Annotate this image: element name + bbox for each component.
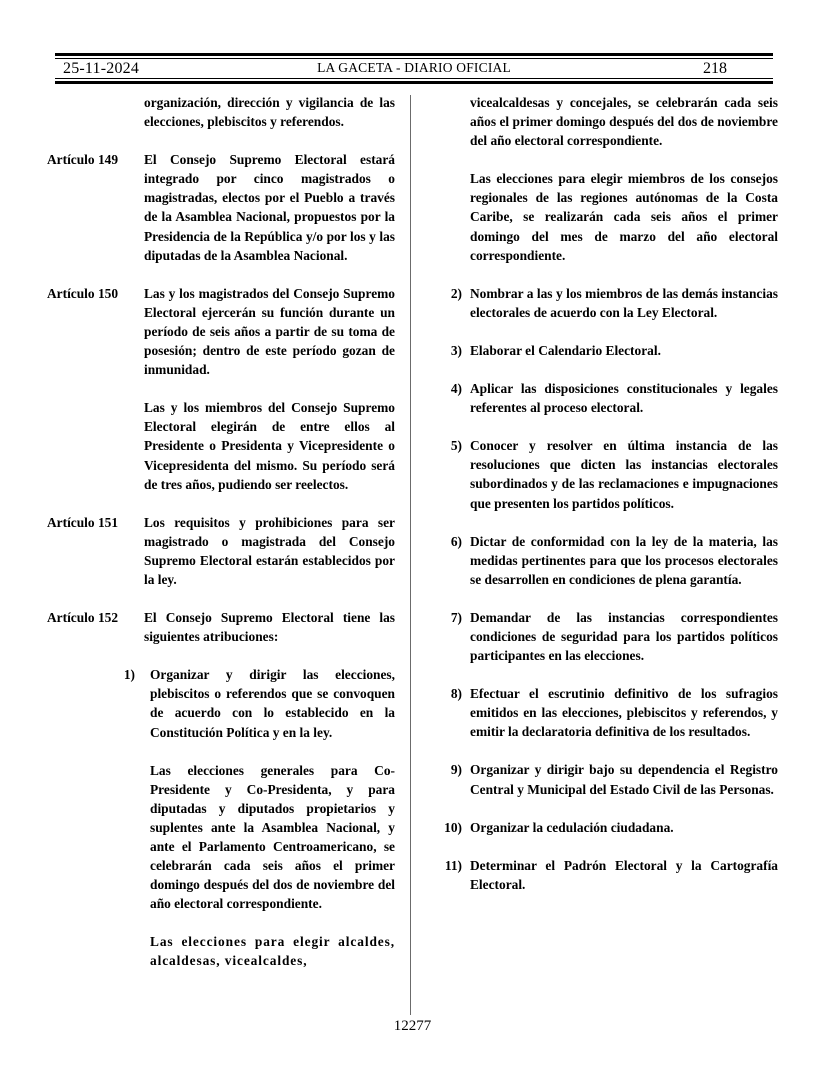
list-item-4-marker: 4) [450, 381, 462, 397]
list-item-4-text: Aplicar las disposiciones constitucionales y legales referentes al proceso electoral. [470, 381, 778, 416]
article-151-text: Los requisitos y prohibiciones para ser magistrado o magistrada del Consejo Supremo Electoral estarán establecidos por la ley. [144, 514, 395, 587]
header-page-number: 218 [703, 60, 727, 77]
right-second-paragraph: Las elecciones para elegir miembros de los consejos regionales de las regiones autónomas de la Costa Caribe, se realizarán cada seis años el primer domingo del mes de marzo del año electoral correspondiente. [470, 171, 778, 263]
list-item-11-marker: 11) [444, 857, 462, 873]
list-item [430, 608, 778, 665]
article-152-text: El Consejo Supremo Electoral tiene las siguientes atribuciones: [144, 610, 395, 645]
list-item [47, 665, 395, 741]
article-149-label: Artículo 149 [47, 152, 119, 168]
left-column [47, 93, 395, 971]
list-item [430, 379, 778, 417]
list-item-7-text: Demandar de las instancias correspondientes condiciones de seguridad para los partidos políticos participantes en las elecciones. [470, 609, 778, 664]
list-item [430, 532, 778, 589]
article-150-label: Artículo 150 [47, 285, 119, 301]
list-item-1-marker: 1) [123, 667, 135, 683]
list-item-8-text: Efectuar el escrutinio definitivo de los sufragios emitidos en las elecciones, plebiscitos y referendos, y emitir la declaratoria definitiva de los resultados. [470, 686, 778, 740]
article-150-text: Las y los magistrados del Consejo Supremo Electoral ejercerán su función durante un período de seis años a partir de su toma de posesión; dentro de este período gozan de inmunidad. [144, 285, 395, 378]
running-header [55, 53, 773, 84]
list-item [430, 284, 778, 322]
list-item [430, 760, 778, 798]
list-item-6-text: Dictar de conformidad con la ley de la materia, las medidas pertinentes para que los procesos electorales se desarrollen en condiciones de plena garantía. [470, 533, 778, 587]
article-151-label: Artículo 151 [47, 514, 119, 530]
body-area [47, 93, 778, 1018]
list-item [430, 341, 778, 360]
list-item [430, 818, 778, 837]
list-item-8-marker: 8) [450, 686, 462, 702]
header-rule-bottom-thick [55, 81, 773, 84]
list-item-9-text: Organizar y dirigir bajo su dependencia el Registro Central y Municipal del Estado Civil de las Personas. [470, 762, 778, 797]
header-date: 25-11-2024 [63, 60, 140, 77]
article-152-label: Artículo 152 [47, 610, 119, 626]
list-item-2-marker: 2) [450, 285, 462, 301]
list-item-5-text: Conocer y resolver en última instancia de las resoluciones que dicten las instancias electorales subordinados y de las reclamaciones e impugnaciones que presenten los partidos políticos. [470, 438, 778, 511]
list-item-5-marker: 5) [450, 438, 462, 454]
list-item-1-continuation-b: Las elecciones para elegir alcaldes, alcaldesas, vicealcaldes, [150, 934, 395, 969]
header-text-row [55, 59, 773, 78]
article-150 [47, 284, 395, 379]
list-item-1-text: Organizar y dirigir las elecciones, plebiscitos o referendos que se convoquen de acuerdo con lo establecido en la Constitución Política y en la ley. [150, 667, 395, 740]
list-item-11-text: Determinar el Padrón Electoral y la Cartografía Electoral. [470, 857, 778, 892]
list-item-3-text: Elaborar el Calendario Electoral. [470, 342, 661, 358]
list-item-10-text: Organizar la cedulación ciudadana. [470, 819, 674, 835]
list-item-7-marker: 7) [450, 609, 462, 625]
article-149-text: El Consejo Supremo Electoral estará integrado por cinco magistrados o magistradas, electos por el Pueblo a través de la Asamblea Nacional, propuestos por la Presidencia de la República y/o por los y las diputadas de la Asamblea Nacional. [144, 152, 395, 263]
list-item [430, 684, 778, 741]
header-publication-title: LA GACETA - DIARIO OFICIAL [317, 60, 511, 75]
list-item-6-marker: 6) [450, 533, 462, 549]
list-item [430, 436, 778, 512]
list-item-3-marker: 3) [450, 342, 462, 358]
continuation-paragraph: organización, dirección y vigilancia de las elecciones, plebiscitos y referendos. [144, 95, 395, 130]
list-item-2-text: Nombrar a las y los miembros de las demás instancias electorales de acuerdo con la Ley Electoral. [470, 285, 778, 320]
footer-document-number: 12277 [393, 1018, 432, 1034]
column-divider [410, 95, 411, 1015]
list-item-10-marker: 10) [444, 819, 462, 835]
list-item [430, 856, 778, 894]
right-continuation-paragraph: vicealcaldesas y concejales, se celebrarán cada seis años el primer domingo después del dos de noviembre del año electoral correspondiente. [470, 95, 778, 149]
article-151 [47, 513, 395, 589]
list-item-9-marker: 9) [450, 762, 462, 778]
article-149 [47, 150, 395, 265]
list-item-1-continuation-a: Las elecciones generales para Co-Presidente y Co-Presidenta, y para diputadas y diputados propietarios y suplentes ante la Asamblea Nacional, y ante el Parlamento Centroamericano, se celebrarán cada seis años el primer domingo después del dos de noviembre del año electoral correspondiente. [150, 762, 395, 912]
article-152 [47, 608, 395, 646]
article-150-continuation: Las y los miembros del Consejo Supremo Electoral elegirán de entre ellos al Presidente o Presidenta y Vicepresidente o Vicepresidenta del mismo. Su período será de tres años, pudiendo ser reelectos. [144, 400, 395, 492]
right-column [430, 93, 778, 894]
